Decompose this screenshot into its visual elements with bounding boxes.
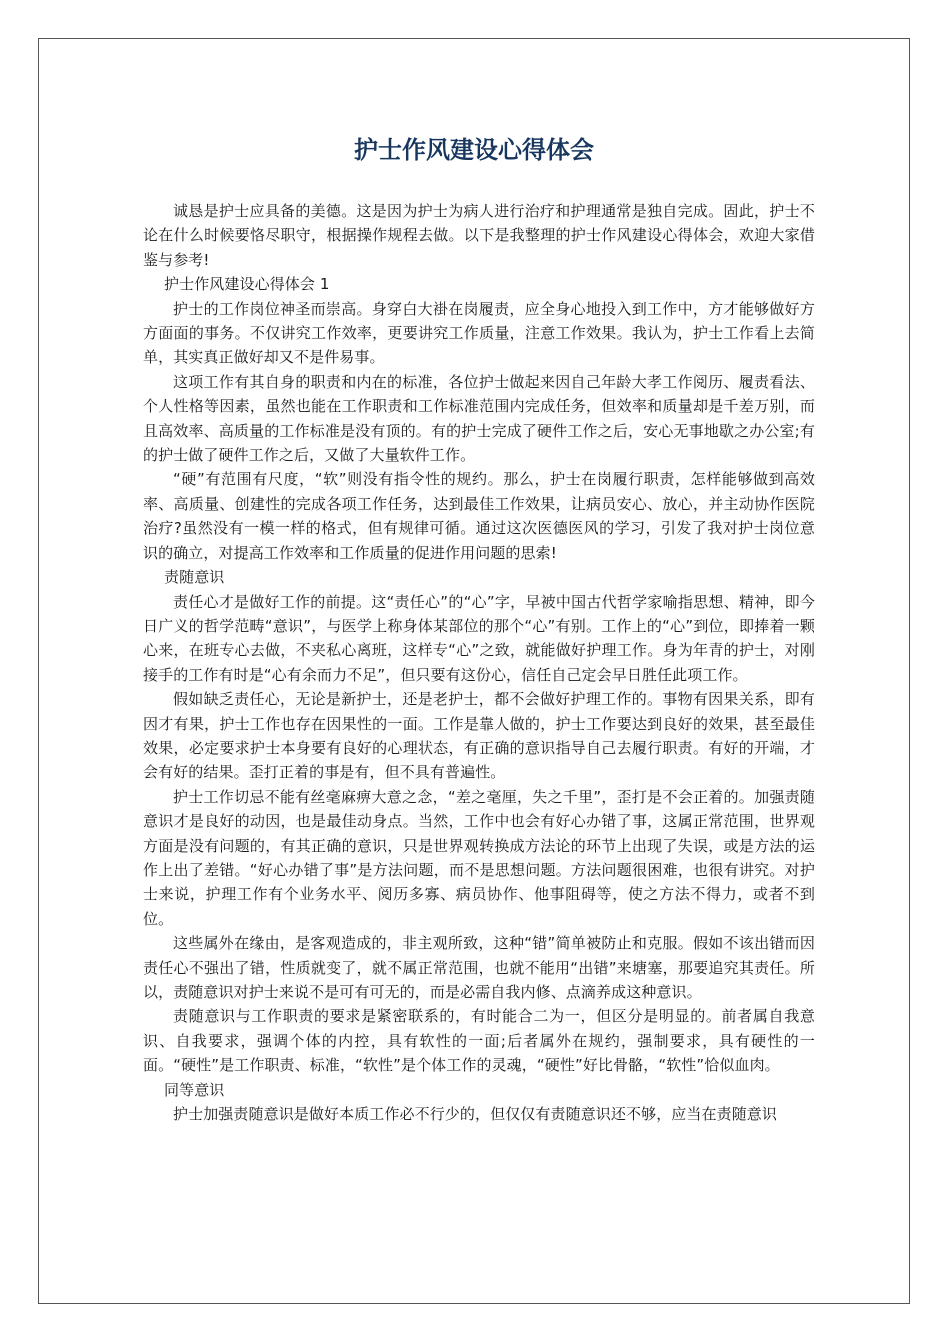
body-paragraph: 护士加强责随意识是做好本质工作必不行少的，但仅仅有责随意识还不够，应当在责随意识 xyxy=(173,1105,778,1124)
document-title: 护士作风建设心得体会 xyxy=(354,136,594,164)
body-paragraph: 护士工作切忌不能有丝毫麻痹大意之念，“差之毫厘，失之千里”，歪打是不会正着的。加强责随意识才是良好的动因，也是最佳动身点。当然，工作中也会有好心办错了事，这属正常范围，世界观方面是没有问题的，有其正确的意识，只是世界观转换成方法论的环节上出现了失误，或是方法的运作上出了差错。“好心办错了事”是方法问题，而不是思想问题。方法问题很困难，也很有讲究。对护士来说，护理工作有个业务水平、阅历多寡、病员协作、他事阻碍等，使之方法不得力，或者不到位。 xyxy=(143,787,815,928)
body-paragraph: 诚恳是护士应具备的美德。这是因为护士为病人进行治疗和护理通常是独自完成。固此，护士不论在什么时候要恪尽职守，根据操作规程去做。以下是我整理的护士作风建设心得体会，欢迎大家借鉴与参考! xyxy=(143,202,815,269)
body-paragraph: “硬”有范围有尺度，“软”则没有指令性的规约。那么，护士在岗履行职责，怎样能够做到高效率、高质量、创建性的完成各项工作任务，达到最佳工作效果，让病员安心、放心，并主动协作医院治疗?虽然没有一模一样的格式，但有规律可循。通过这次医德医风的学习，引发了我对护士岗位意识的确立，对提高工作效率和工作质量的促进作用问题的思索! xyxy=(143,470,815,562)
body-paragraph: 责任心才是做好工作的前提。这“责任心”的“心”字，早被中国古代哲学家喻指思想、精神，即今日广义的哲学范畴“意识”，与医学上称身体某部位的那个“心”有别。工作上的“心”到位，即捧着一颗心来，在班专心去做，不夹私心离班，这样专“心”之致，就能做好护理工作。身为年青的护士，对刚接手的工作有时是“心有余而力不足”，但只要有这份心，信任自己定会早日胜任此项工作。 xyxy=(143,592,815,684)
document-body xyxy=(143,199,815,1126)
body-paragraph: 这项工作有其自身的职责和内在的标准，各位护士做起来因自己年龄大孝工作阅历、履责看法、个人性格等因素，虽然也能在工作职责和工作标准范围内完成任务，但效率和质量却是千差万别，而且高效率、高质量的工作标准是没有顶的。有的护士完成了硬件工作之后，安心无事地歇之办公室;有的护士做了硬件工作之后，又做了大量软件工作。 xyxy=(143,372,815,465)
body-paragraph: 护士的工作岗位神圣而崇高。身穿白大褂在岗履责，应全身心地投入到工作中，方才能够做好方方面面的事务。不仅讲究工作效率，更要讲究工作质量，注意工作效果。我认为，护士工作看上去简单，其实真正做好却又不是件易事。 xyxy=(143,299,815,367)
body-paragraph: 责随意识与工作职责的要求是紧密联系的，有时能合二为一，但区分是明显的。前者属自我意识、自我要求，强调个体的内控，具有软性的一面;后者属外在规约，强制要求，具有硬性的一面。“硬性”是工作职责、标准，“软性”是个体工作的灵魂，“硬性”好比骨骼，“软性”恰似血肉。 xyxy=(143,1007,815,1075)
body-paragraph: 假如缺乏责任心，无论是新护士，还是老护士，都不会做好护理工作的。事物有因果关系，即有因才有果，护士工作也存在因果性的一面。工作是靠人做的，护士工作要达到良好的效果，甚至最佳效果，必定要求护士本身要有良好的心理状态，有正确的意识指导自己去履行职责。有好的开端，才会有好的结果。歪打正着的事是有，但不具有普遍性。 xyxy=(143,690,815,782)
section-heading: 同等意识 xyxy=(164,1080,225,1099)
section-heading: 责随意识 xyxy=(164,568,225,587)
section-heading: 护士作风建设心得体会 1 xyxy=(164,275,330,294)
body-paragraph: 这些属外在缘由，是客观造成的，非主观所致，这种“错”简单被防止和克服。假如不该出错而因责任心不强出了错，性质就变了，就不属正常范围，也就不能用“出错”来塘塞，那要追究其责任。所以，责随意识对护士来说不是可有可无的，而是必需自我内修、点滴养成这种意识。 xyxy=(143,934,815,1001)
